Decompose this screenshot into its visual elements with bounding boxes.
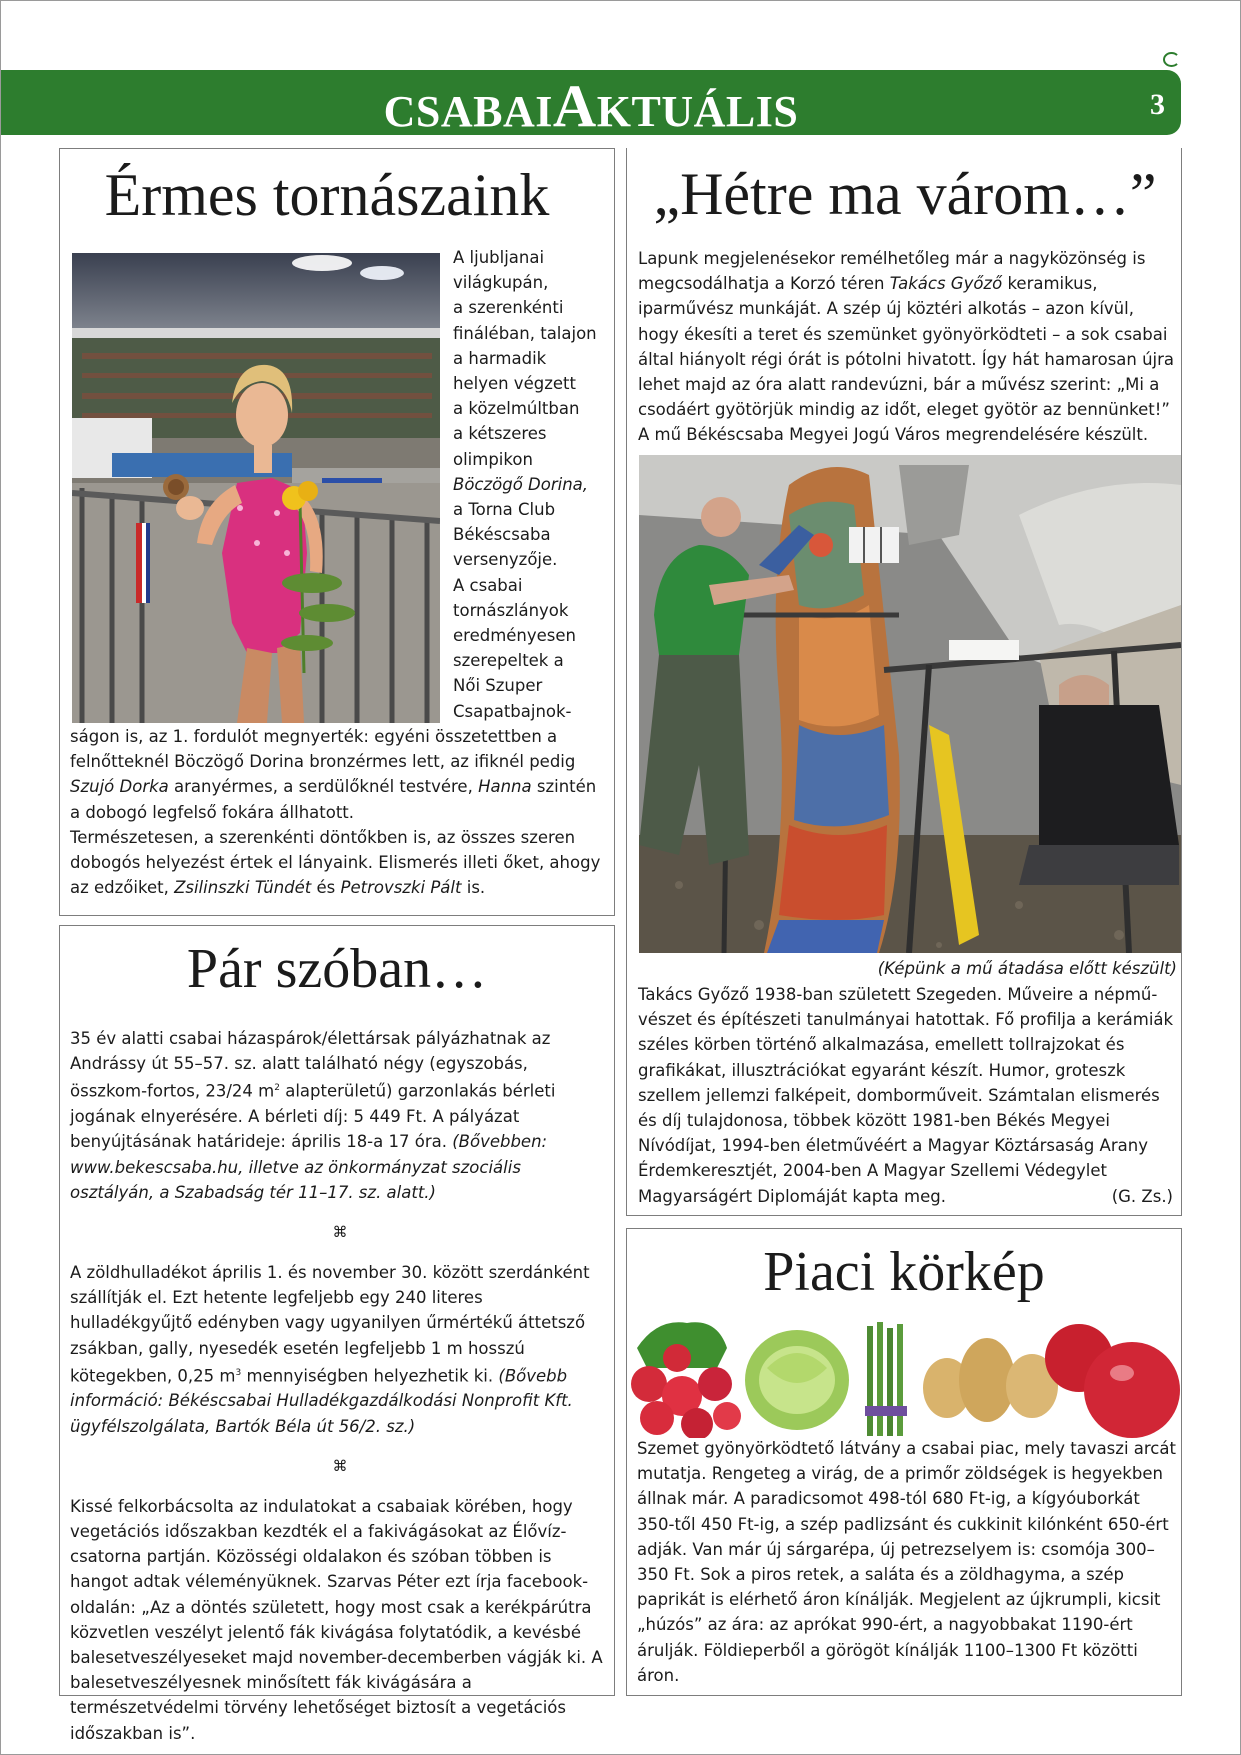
narrow-line: a szerenkénti	[453, 298, 564, 318]
article-title: Érmes tornászaink	[104, 162, 550, 228]
narrow-line: helyen végzett	[453, 374, 576, 394]
narrow-line: szerepeltek a	[453, 651, 564, 671]
separator-icon: ⌘	[332, 1456, 348, 1475]
body-paragraph: Szemet gyönyörködtető látvány a csabai piac, mely tavaszi arcát mutatja. Rengeteg a virág, de a primőr zöldségek is hegyekben állnak már. A paradicsomot 498-tól 680 Ft-ig, a kígyóuborkát 350-től 450 Ft-ig, a szép padlizsánt és cukkinit kilónként 650-ért adják. Van már új sárgarépa, új petrezselyem is: csomója 300–350 Ft. Sok a piros retek, a saláta és a zöldhagyma, a szép paprikát is elérhető áron kínálják. Megjelent az újkrumpli, kicsit „húzós” az ára: az aprókat 990-ért, a nagyobbakat 1190-ért árulják. Földieperből a görögöt kínálják 1100–1300 Ft közötti áron.	[637, 1439, 1176, 1685]
article-par-szoban	[59, 925, 615, 1743]
article-body	[70, 1026, 610, 1746]
article-body	[70, 724, 610, 900]
narrow-line: Békéscsaba	[453, 525, 551, 545]
body-paragraph: Természetesen, a szerenkénti döntőkben is, az összes szeren dobogós helyezést értek el lányaink. Elismerés illeti őket, ahogy az edzőiket, Zsilinszki Tündét és Petrovszki Pált is.	[70, 827, 601, 898]
body-paragraph: Takács Győző 1938-ban született Szegeden. Műveire a népmű-vészet és építészeti tanulmányai hatottak. Fő profilja a kerámiák széles körben történő alkalmazása, emellett tollrajzokat és grafikákat, illusztrációkat egyaránt készít. Humor, groteszk szellem jellemzi falképeit, domborműveit. Számtalan elismerés és díj tulajdonosa, többek között 1981-ben Békés Megyei Nívódíjat, 1994-ben életművéért a Magyar Köztársaság Arany Érdemkeresztjét, 2004-ben A Magyar Szellemi Védegylet Magyarságért Diplomáját kapta meg.	[638, 985, 1174, 1206]
narrow-line: eredményesen	[453, 626, 577, 646]
narrow-line: világkupán,	[453, 273, 549, 293]
separator-icon: ⌘	[332, 1222, 348, 1241]
narrow-line: a közelmúltban	[453, 399, 580, 419]
narrow-line: Női Szuper	[453, 676, 543, 696]
article-piaci-korkep	[626, 1228, 1182, 1696]
ceramic-sculpture-installation-photo	[639, 455, 1181, 953]
author-signature: (G. Zs.)	[1111, 1187, 1173, 1206]
narrow-line: tornászlányok	[453, 600, 569, 620]
article-body	[637, 1436, 1177, 1688]
narrow-line: olimpikon	[453, 449, 533, 469]
narrow-line: fináléban, talajon	[453, 323, 597, 343]
vegetables-strip-photo	[627, 1318, 1181, 1438]
narrow-line: versenyzője.	[453, 550, 558, 570]
article-title: Piaci körkép	[763, 1241, 1045, 1303]
body-paragraph: 35 év alatti csabai házaspárok/élettársak pályázhatnak az Andrássy út 55–57. sz. alatt található négy (egyszobás, összkom-fortos, 23/24 $m^2$ alapterületű) garzonlakás bérleti jogának elnyerésére. A bérleti díj: 5 449 Ft. A pályázat benyújtásának határideje: április 18-a 17 óra. (Bővebben: www.bekescsaba.hu, illetve az önkormányzat szociális osztályán, a Szabadság tér 11–17. sz. alatt.)	[70, 1029, 556, 1202]
gymnast-with-medal-photo	[72, 253, 440, 723]
photo-caption: (Képünk a mű átadása előtt készült)	[877, 959, 1177, 978]
article-ermes-tornaszaink	[59, 148, 615, 916]
body-paragraph: A zöldhulladékot április 1. és november 30. között szerdánként szállítják el. Ezt hetente legfeljebb egy 240 literes hulladékgyűjtő edényben vagy ugyanilyen űrmértékű áttetsző zsákban, gally, nyesedék esetén legfeljebb 1 m hosszú kötegekben, 0,25 $m^3$ mennyiségben helyezhetik ki. (Bővebb információ: Békéscsabai Hulladékgazdálkodási Nonprofit Kft. ügyfélszolgálata, Bartók Béla út 56/2. sz.)	[70, 1262, 590, 1436]
masthead-title: CSABAIAKTUÁLIS	[383, 73, 799, 139]
article-title: „Hétre ma várom…”	[653, 161, 1157, 227]
article-body	[638, 982, 1178, 1209]
masthead-bar	[1, 70, 1181, 139]
narrow-line: a harmadik	[453, 348, 547, 368]
body-paragraph: Lapunk megjelenésekor remélhetőleg már a nagyközönség is megcsodálhatja a Korzó téren Takács Győző keramikus, iparművész munkáját. A szép új köztéri alkotás – azon kívül, hogy ékesíti a teret és szemünket gyönyörködteti – a sok csabai által hiányolt régi órát is pótolni hivatott. Így hát hamarosan újra lehet majd az óra alatt randevúzni, bár a művész szerint: „Mi a csodáért gyötörjük mindig az időt, eleget gyötör az bennünket!” A mű Békéscsaba Megyei Jogú Város megrendelésére készült.	[638, 249, 1175, 445]
body-paragraph: ságon is, az 1. fordulót megnyerték: egyéni összetettben a felnőtteknél Böczögő Dorina bronzérmes lett, az ifiknél pedig Szujó Dorka aranyérmes, a serdülőknél testvére, Hanna szintén a dobogó legfelső fokára állhatott.	[70, 727, 597, 822]
narrow-line: a kétszeres	[453, 424, 547, 444]
narrow-text-column	[453, 245, 608, 724]
article-hetre-ma-varom	[626, 148, 1182, 1216]
narrow-line: Csapatbajnok-	[453, 701, 572, 721]
body-paragraph: Kissé felkorbácsolta az indulatokat a csabaiak körében, hogy vegetációs időszakban kezdték el a fakivágásokat az Élővíz-csatorna partján. Közösségi oldalakon és szóban többen is hangot adtak véleményüknek. Szarvas Péter ezt írja facebook-oldalán: „Az a döntés született, hogy most csak a kerékpárútra közvetlen veszélyt jelentő fák kivágása folytatódik, a kevésbé balesetveszélyeseket majd november-decemberben vágják ki. A balesetveszélyesnek minősített fák kivágására a természetvédelmi törvény lehetőséget biztosít a vegetációs időszakban is”.	[70, 1496, 603, 1743]
swirl-ornament-icon	[1163, 52, 1180, 67]
article-intro	[638, 246, 1178, 448]
narrow-line: Böczögő Dorina,	[453, 474, 589, 494]
article-title: Pár szóban…	[186, 938, 488, 1000]
page-number: 3	[1150, 88, 1165, 121]
narrow-line: a Torna Club	[453, 500, 556, 520]
narrow-line: A ljubljanai	[453, 248, 545, 267]
narrow-line: A csabai	[453, 575, 523, 595]
lettuce-icon	[745, 1330, 849, 1430]
